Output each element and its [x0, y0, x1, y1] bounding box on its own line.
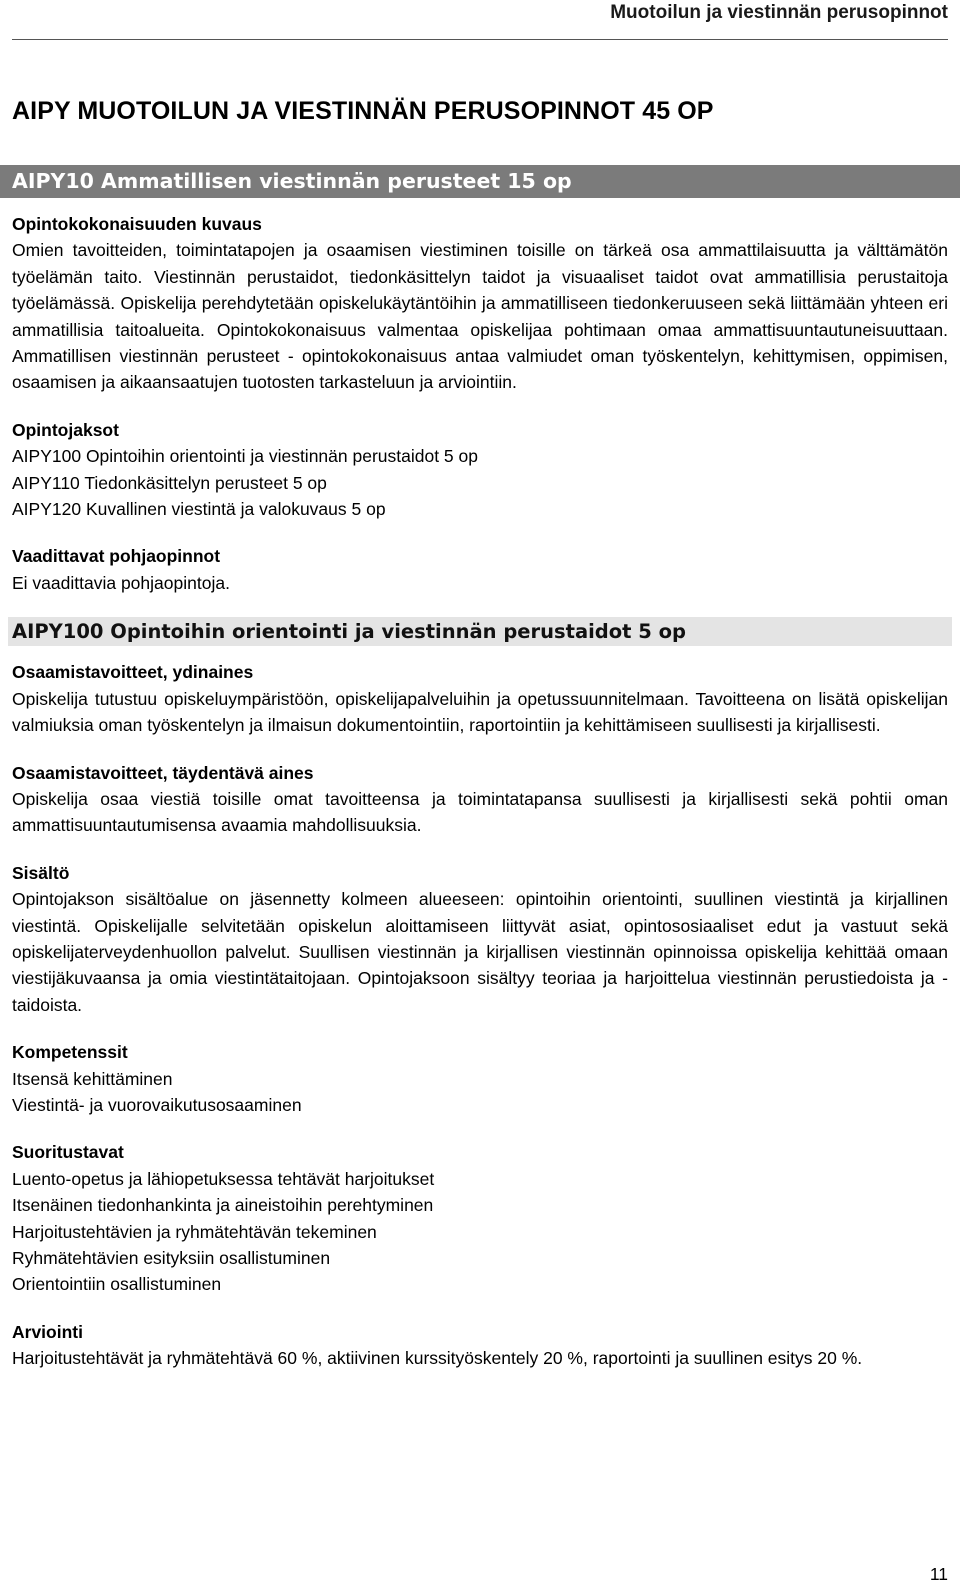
- assessment-heading: Arviointi: [12, 1321, 83, 1342]
- content-heading: Sisältö: [12, 862, 70, 883]
- page-number: 11: [929, 1564, 948, 1584]
- method-item: Orientointiin osallistuminen: [12, 1274, 222, 1295]
- prerequisites-section: [12, 543, 948, 596]
- supplementary-objectives-heading: Osaamistavoitteet, täydentävä aines: [12, 762, 314, 783]
- course-list-item: AIPY100 Opintoihin orientointi ja viestinnän perustaidot 5 op: [12, 446, 478, 467]
- competence-item: Itsensä kehittäminen: [12, 1068, 173, 1089]
- page-content: [12, 94, 948, 1372]
- methods-section: [12, 1139, 948, 1297]
- core-objectives-section: [12, 659, 948, 738]
- assessment-section: [12, 1319, 948, 1372]
- course-list-item: AIPY110 Tiedonkäsittelyn perusteet 5 op: [12, 472, 327, 493]
- content-text: Opintojakson sisältöalue on jäsennetty kolmeen alueeseen: opintoihin orientointi, suullinen viestintä ja kirjallinen viestintä. Opiskelijalle selvitetään opiskelun aloittamiseen liittyvät asiat, opintososiaaliset edut ja vastuut sekä opiskelijaterveydenhuollon palvelut. Suullisen viestinnän ja kirjallisen viestinnän opinnoissa opiskelija kehittää omaan viestijäkuvaansa ja omia viestintätaitojaan. Opintojaksoon sisältyy teoriaa ja harjoittelua viestinnän perustiedoista ja -taidoista.: [12, 889, 948, 1015]
- supplementary-objectives-text: Opiskelija osaa viestiä toisille omat tavoitteensa ja toimintatapansa suullisesti ja kirjallisesti sekä pohtii oman ammattisuuntautumisensa avaamia mahdollisuuksia.: [12, 788, 948, 836]
- courses-heading: Opintojaksot: [12, 419, 119, 440]
- content-section: [12, 860, 948, 1018]
- assessment-text: Harjoitustehtävät ja ryhmätehtävä 60 %, aktiivinen kurssityöskentely 20 %, raportointi ja suullinen esitys 20 %.: [12, 1348, 863, 1369]
- module-description-heading: Opintokokonaisuuden kuvaus: [12, 214, 262, 234]
- method-item: Harjoitustehtävien ja ryhmätehtävän tekeminen: [12, 1221, 377, 1242]
- core-objectives-heading: Osaamistavoitteet, ydinaines: [12, 662, 254, 683]
- competences-section: [12, 1039, 948, 1118]
- prerequisites-heading: Vaadittavat pohjaopinnot: [12, 546, 221, 567]
- course-list-item: AIPY120 Kuvallinen viestintä ja valokuvaus 5 op: [12, 499, 386, 520]
- competence-item: Viestintä- ja vuorovaikutusosaaminen: [12, 1094, 302, 1115]
- method-item: Luento-opetus ja lähiopetuksessa tehtävät harjoitukset: [12, 1168, 435, 1189]
- module-description-text: Omien tavoitteiden, toimintatapojen ja osaamisen viestiminen toisille on tärkeä osa ammattilaisuutta ja välttämätön työelämän taito. Viestinnän perustaidot, tiedonkäsittelyn taidot ja visuaaliset taidot ovat ammatillisia perustaitoja työelämässä. Opiskelija perehdytetään opiskelukäytäntöihin ja ammatilliseen tiedonkeruuseen sekä liittämään yhteen eri ammatillisia taitoalueita. Opintokokonaisuus valmentaa opiskelijaa pohtimaan omaa ammattisuuntautuneisuuttaan. Ammatillisen viestinnän perusteet - opintokokonaisuus antaa valmiudet oman työskentelyn, kehittymisen, oppimisen, osaamisen ja aikaansaatujen tuotosten tarkasteluun ja arviointiin.: [12, 240, 948, 393]
- core-objectives-text: Opiskelija tutustuu opiskeluympäristöön, opiskelijapalveluihin ja opetussuunnitelmaan. Tavoitteena on lisätä opiskelijan valmiuksia oman työskentelyn ja ilmaisun dokumentointiin, raportointiin ja kehittämiseen suullisesti ja kirjallisesti.: [12, 688, 948, 736]
- competences-heading: Kompetenssit: [12, 1042, 128, 1063]
- method-item: Itsenäinen tiedonhankinta ja aineistoihin perehtyminen: [12, 1195, 434, 1216]
- running-header: Muotoilun ja viestinnän perusopinnot: [610, 2, 948, 23]
- course-title-band: AIPY100 Opintoihin orientointi ja viestinnän perustaidot 5 op: [8, 617, 952, 646]
- method-item: Ryhmätehtävien esityksiin osallistuminen: [12, 1248, 331, 1268]
- header-rule: [12, 39, 948, 40]
- methods-heading: Suoritustavat: [12, 1142, 124, 1163]
- page-title: AIPY MUOTOILUN JA VIESTINNÄN PERUSOPINNOT 45 OP: [12, 97, 714, 125]
- module-description-section: [12, 211, 948, 396]
- supplementary-objectives-section: [12, 760, 948, 839]
- prerequisites-text: Ei vaadittavia pohjaopintoja.: [12, 572, 230, 593]
- courses-section: [12, 417, 948, 523]
- module-title-band: AIPY10 Ammatillisen viestinnän perusteet 15 op: [0, 165, 960, 198]
